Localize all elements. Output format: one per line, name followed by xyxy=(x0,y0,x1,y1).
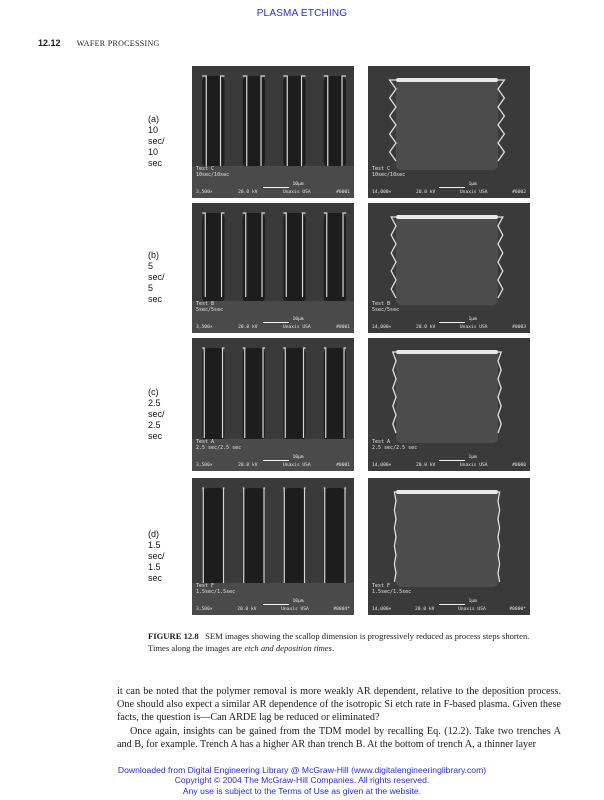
sem-info-bar xyxy=(196,463,350,468)
row-label-line: (c) xyxy=(148,386,159,397)
sem-info-kv: 20.0 kV xyxy=(415,325,436,330)
sem-info-kv: 20.0 kV xyxy=(415,607,435,612)
figure-caption-text: SEM images showing the scallop dimension is progressively reduced as process steps shorten. Times along the images are xyxy=(148,631,530,653)
footer-copyright: Copyright © 2004 The McGraw-Hill Companies. All rights reserved. xyxy=(174,775,430,786)
sem-info-id: #0001 xyxy=(336,325,350,330)
sem-condition: 5sec/5sec xyxy=(372,307,400,313)
row-label-line: (d) xyxy=(148,528,159,539)
sem-sample-label xyxy=(372,583,411,595)
sem-test-name: Test C xyxy=(196,166,215,172)
sem-info-kv: 20.0 kV xyxy=(237,607,257,612)
sem-info-mag: 3,500× xyxy=(196,607,213,612)
sem-info-id: #0000 xyxy=(512,463,526,468)
sem-image-left xyxy=(192,66,354,198)
scale-label: 1µm xyxy=(468,599,477,604)
sem-test-name: Test C xyxy=(372,166,391,172)
sem-info-kv: 20.0 kV xyxy=(238,463,258,468)
sem-info-org: Unaxis USA xyxy=(459,463,488,468)
sem-info-mag: 3,500× xyxy=(196,463,213,468)
sem-condition: 1.5sec/1.5sec xyxy=(196,589,236,595)
sem-image-right xyxy=(368,338,530,471)
sem-info-org: Unaxis USA xyxy=(459,325,488,330)
row-label-line: 1.5 sec/ xyxy=(148,539,165,561)
sem-image-left xyxy=(192,478,354,615)
sem-info-org: Unaxis USA xyxy=(282,325,311,330)
sem-info-mag: 14,000× xyxy=(372,190,392,195)
scale-bar xyxy=(439,604,465,606)
scale-label: 1µm xyxy=(468,317,477,322)
sem-condition: 10sec/10sec xyxy=(372,172,406,178)
sem-info-bar xyxy=(372,325,526,330)
row-label-line: (a) xyxy=(148,114,159,124)
row-label-line: 10 sec/ xyxy=(148,125,165,146)
row-label xyxy=(148,387,165,442)
page-header xyxy=(38,38,160,48)
body-text xyxy=(117,685,561,751)
running-head: PLASMA ETCHING xyxy=(256,8,348,19)
sem-image-right xyxy=(368,478,530,615)
sem-info-id: #0002 xyxy=(512,190,526,195)
sem-info-mag: 14,000× xyxy=(372,325,392,330)
scale-bar xyxy=(263,187,289,189)
sem-sample-label xyxy=(196,439,241,451)
sem-image-left xyxy=(192,338,354,471)
scale-label: 1µm xyxy=(468,455,477,460)
sem-test-name: Test A xyxy=(372,439,391,445)
sem-info-bar xyxy=(196,607,350,612)
scale-bar xyxy=(263,604,289,606)
sem-info-bar xyxy=(196,325,350,330)
sem-condition: 2.5 sec/2.5 sec xyxy=(372,445,418,451)
paragraph: it can be noted that the polymer removal is more weakly AR dependent, relative to the deposition process. One should also expect a similar AR dependence of the isotropic Si etch rate in F-based plasma. Given these facts, the question is—Can ARDE lag be reduced or eliminated? xyxy=(117,686,561,724)
footer xyxy=(0,765,604,796)
row-label-line: (b) xyxy=(148,250,159,260)
page-number: 12.12 xyxy=(38,38,61,48)
scale-label: 10µm xyxy=(292,455,304,460)
sem-sample-label xyxy=(372,166,405,178)
footer-download-notice[interactable]: Downloaded from Digital Engineering Library @ McGraw-Hill (www.digitalengineeringlibrary.com) xyxy=(117,765,487,775)
sem-info-kv: 20.0 kV xyxy=(238,190,258,195)
scale-bar xyxy=(439,187,465,189)
sem-info-org: Unaxis USA xyxy=(282,190,311,195)
sem-info-org: Unaxis USA xyxy=(458,607,486,612)
scale-label: 10µm xyxy=(292,599,304,604)
sem-image-left xyxy=(192,203,354,333)
sem-info-mag: 14,000× xyxy=(372,607,392,612)
sem-test-name: Test B xyxy=(196,301,215,307)
sem-info-org: Unaxis USA xyxy=(281,607,309,612)
sem-image-right xyxy=(368,66,530,198)
sem-sample-label xyxy=(372,301,399,313)
figure-caption-italic: etch and deposition times xyxy=(244,643,332,653)
section-title: WAFER PROCESSING xyxy=(76,39,160,48)
scale-label: 1µm xyxy=(468,182,477,187)
sem-info-mag: 3,500× xyxy=(196,190,213,195)
sem-condition: 5sec/5sec xyxy=(196,307,224,313)
sem-test-name: Test F xyxy=(196,583,215,589)
figure-number: FIGURE 12.8 xyxy=(148,631,199,641)
sem-info-bar xyxy=(372,607,526,612)
scale-bar xyxy=(263,322,289,324)
paragraph: Once again, insights can be gained from the TDM model by recalling Eq. (12.2). Take two trenches A and B, for example. Trench A has a higher AR than trench B. At the bottom of trench A, a thinner layer xyxy=(117,725,561,750)
row-label xyxy=(148,529,165,584)
row-label xyxy=(148,250,165,305)
figure-caption xyxy=(148,630,543,654)
row-label-line: 10 sec xyxy=(148,147,163,168)
sem-info-id: #0001 xyxy=(336,463,350,468)
scale-bar xyxy=(439,322,465,324)
sem-info-mag: 14,000× xyxy=(372,463,392,468)
sem-info-kv: 20.0 kV xyxy=(238,325,258,330)
footer-terms: Any use is subject to the Terms of Use as given at the website. xyxy=(182,785,422,796)
sem-condition: 10sec/10sec xyxy=(196,172,230,178)
scale-bar xyxy=(263,460,289,462)
row-label-line: 2.5 sec xyxy=(148,419,163,441)
sem-info-mag: 3,500× xyxy=(196,325,213,330)
row-label-line: 2.5 sec/ xyxy=(148,397,165,419)
row-label-line: 5 sec xyxy=(148,283,163,304)
row-label xyxy=(148,114,165,169)
sem-sample-label xyxy=(372,439,417,451)
row-label-line: 1.5 sec xyxy=(148,561,163,583)
sem-sample-label xyxy=(196,583,235,595)
sem-info-id: #0004* xyxy=(333,607,350,612)
sem-info-org: Unaxis USA xyxy=(459,190,488,195)
sem-condition: 1.5sec/1.5sec xyxy=(372,589,412,595)
sem-info-id: #0000* xyxy=(509,607,526,612)
sem-info-bar xyxy=(372,190,526,195)
sem-test-name: Test B xyxy=(372,301,391,307)
scale-label: 10µm xyxy=(292,317,304,322)
scale-bar xyxy=(439,460,465,462)
sem-info-org: Unaxis USA xyxy=(282,463,311,468)
sem-condition: 2.5 sec/2.5 sec xyxy=(196,445,242,451)
row-label-line: 5 sec/ xyxy=(148,261,165,282)
sem-info-bar xyxy=(196,190,350,195)
sem-info-id: #0001 xyxy=(336,190,350,195)
sem-sample-label xyxy=(196,166,229,178)
sem-info-kv: 20.0 kV xyxy=(415,190,436,195)
sem-info-id: #0003 xyxy=(512,325,526,330)
sem-test-name: Test F xyxy=(372,583,391,589)
sem-info-kv: 20.0 kV xyxy=(415,463,436,468)
sem-info-bar xyxy=(372,463,526,468)
scale-label: 10µm xyxy=(292,182,304,187)
sem-image-right xyxy=(368,203,530,333)
sem-test-name: Test A xyxy=(196,439,215,445)
sem-sample-label xyxy=(196,301,223,313)
figure-caption-end: . xyxy=(331,643,335,653)
